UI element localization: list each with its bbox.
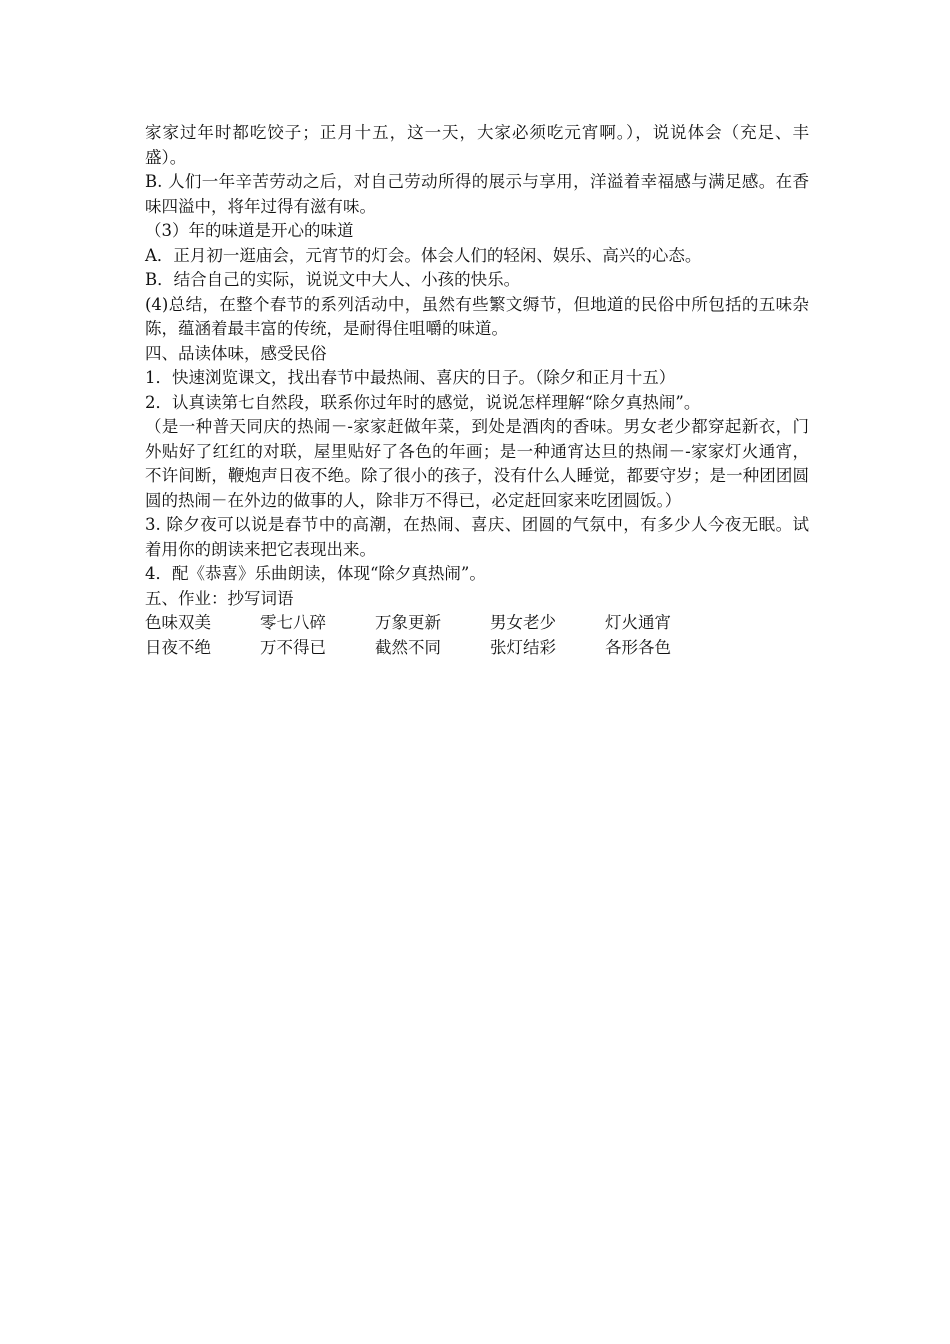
paragraph-continuation: 家家过年时都吃饺子；正月十五，这一天，大家必须吃元宵啊。），说说体会（充足、丰盛）。	[145, 123, 809, 167]
vocabulary-word: 截然不同	[375, 637, 441, 657]
vocabulary-word: 男女老少	[490, 613, 556, 632]
question-3: 3. 除夕夜可以说是春节中的高潮，在热闹、喜庆、团圆的气氛中，有多少人今夜无眠。试着用你的朗读来把它表现出来。	[145, 515, 809, 559]
vocabulary-word: 各形各色	[605, 637, 671, 657]
document-body	[145, 121, 809, 660]
vocabulary-word: 张灯结彩	[490, 637, 556, 657]
answer-2: （是一种普天同庆的热闹－-家家赶做年菜，到处是酒肉的香味。男女老少都穿起新衣，门外贴好了红红的对联，屋里贴好了各色的年画；是一种通宵达旦的热闹－-家家灯火通宵，不许间断，鞭炮声日夜不绝。除了很小的孩子，没有什么人睡觉，都要守岁；是一种团团圆圆的热闹－在外边的做事的人，除非万不得已，必定赶回家来吃团圆饭。）	[145, 417, 809, 510]
vocabulary-word: 日夜不绝	[145, 637, 211, 657]
paragraph-item-b-joy: B．结合自己的实际，说说文中大人、小孩的快乐。	[145, 270, 521, 289]
vocabulary-row	[145, 636, 809, 661]
section-heading-happy-taste: （3）年的味道是开心的味道	[145, 221, 354, 240]
question-2: 2．认真读第七自然段，联系你过年时的感觉，说说怎样理解“除夕真热闹”。	[145, 392, 701, 412]
section-heading-five: 五、作业：抄写词语	[145, 588, 294, 608]
vocabulary-word: 万不得已	[260, 637, 326, 657]
section-heading-four: 四、品读体味，感受民俗	[145, 343, 327, 363]
vocabulary-row	[145, 611, 809, 636]
vocabulary-word: 色味双美	[145, 613, 211, 632]
paragraph-item-b-happiness: B. 人们一年辛苦劳动之后，对自己劳动所得的展示与享用，洋溢着幸福感与满足感。在香味四溢中，将年过得有滋有味。	[145, 172, 809, 216]
vocabulary-word: 零七八碎	[260, 613, 326, 632]
paragraph-summary: (4)总结，在整个春节的系列活动中，虽然有些繁文缛节，但地道的民俗中所包括的五味杂陈，蕴涵着最丰富的传统，是耐得住咀嚼的味道。	[145, 294, 809, 338]
question-4: 4．配《恭喜》乐曲朗读，体现“除夕真热闹”。	[145, 564, 486, 583]
paragraph-item-a-temple-fair: A．正月初一逛庙会，元宵节的灯会。体会人们的轻闲、娱乐、高兴的心态。	[145, 245, 702, 265]
vocabulary-word: 万象更新	[375, 613, 441, 632]
vocabulary-word: 灯火通宵	[605, 613, 671, 632]
question-1: 1．快速浏览课文，找出春节中最热闹、喜庆的日子。（除夕和正月十五）	[145, 368, 676, 387]
